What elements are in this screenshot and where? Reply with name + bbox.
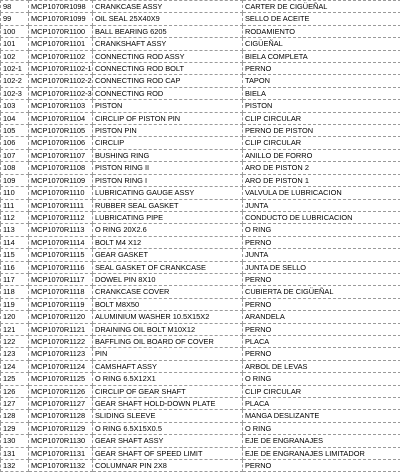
item-number-cell: 116 (1, 261, 29, 273)
table-row (1, 25, 400, 37)
part-code-cell: MCP1070R1111 (29, 199, 93, 211)
item-number-cell: 107 (1, 149, 29, 161)
description-es-cell: PERNO (243, 236, 400, 248)
part-code-cell: MCP1070R1106 (29, 137, 93, 149)
description-es-cell: SELLO DE ACEITE (243, 13, 400, 25)
description-en-cell: BUSHING RING (93, 149, 243, 161)
description-en-cell: LUBRICATING GAUGE ASSY (93, 187, 243, 199)
table-row (1, 360, 400, 372)
description-en-cell: LUBRICATING PIPE (93, 211, 243, 223)
item-number-cell: 126 (1, 385, 29, 397)
description-en-cell: CONNECTING ROD ASSY (93, 50, 243, 62)
part-code-cell: MCP1070R1118 (29, 286, 93, 298)
description-en-cell: O RING 6.5X12X1 (93, 373, 243, 385)
table-row (1, 13, 400, 25)
item-number-cell: 113 (1, 224, 29, 236)
description-es-cell: VALVULA DE LUBRICACION (243, 187, 400, 199)
description-en-cell: CONNECTING ROD CAP (93, 75, 243, 87)
item-number-cell: 106 (1, 137, 29, 149)
part-code-cell: MCP1070R1109 (29, 174, 93, 186)
part-code-cell: MCP1070R1131 (29, 447, 93, 459)
table-row (1, 249, 400, 261)
description-en-cell: CRANKSHAFT ASSY (93, 38, 243, 50)
description-es-cell: ARANDELA (243, 311, 400, 323)
description-es-cell: PERNO DE PISTON (243, 125, 400, 137)
table-row (1, 112, 400, 124)
description-en-cell: BOLT M4 X12 (93, 236, 243, 248)
part-code-cell: MCP1070R1104 (29, 112, 93, 124)
table-row (1, 385, 400, 397)
description-es-cell: CLIP CIRCULAR (243, 112, 400, 124)
item-number-cell: 100 (1, 25, 29, 37)
description-en-cell: CIRCLIP (93, 137, 243, 149)
part-code-cell: MCP1070R1117 (29, 273, 93, 285)
table-row (1, 435, 400, 447)
description-en-cell: CRANKCASE ASSY (93, 1, 243, 13)
part-code-cell: MCP1070R1130 (29, 435, 93, 447)
description-en-cell: PISTON (93, 100, 243, 112)
description-en-cell: CONNECTING ROD BOLT (93, 63, 243, 75)
description-en-cell: BAFFLING OIL BOARD OF COVER (93, 335, 243, 347)
part-code-cell: MCP1070R1102-2 (29, 75, 93, 87)
part-code-cell: MCP1070R1125 (29, 373, 93, 385)
description-es-cell: EJE DE ENGRANAJES (243, 435, 400, 447)
description-en-cell: CONNECTING ROD (93, 87, 243, 99)
description-en-cell: COLUMNAR PIN 2X8 (93, 460, 243, 472)
item-number-cell: 102 (1, 50, 29, 62)
description-es-cell: CUBIERTA DE CIGÜEÑAL (243, 286, 400, 298)
description-es-cell: RODAMIENTO (243, 25, 400, 37)
description-es-cell: BIELA COMPLETA (243, 50, 400, 62)
description-es-cell: CLIP CIRCULAR (243, 385, 400, 397)
part-code-cell: MCP1070R1102-3 (29, 87, 93, 99)
description-en-cell: PIN (93, 348, 243, 360)
description-en-cell: O RING 6.5X15X0.5 (93, 422, 243, 434)
description-es-cell: JUNTA (243, 199, 400, 211)
description-en-cell: GEAR SHAFT ASSY (93, 435, 243, 447)
part-code-cell: MCP1070R1102 (29, 50, 93, 62)
description-en-cell: CIRCLIP OF GEAR SHAFT (93, 385, 243, 397)
description-en-cell: O RING 20X2.6 (93, 224, 243, 236)
description-en-cell: SLIDING SLEEVE (93, 410, 243, 422)
item-number-cell: 129 (1, 422, 29, 434)
description-en-cell: CAMSHAFT ASSY (93, 360, 243, 372)
item-number-cell: 111 (1, 199, 29, 211)
part-code-cell: MCP1070R1123 (29, 348, 93, 360)
item-number-cell: 105 (1, 125, 29, 137)
table-row (1, 75, 400, 87)
item-number-cell: 103 (1, 100, 29, 112)
part-code-cell: MCP1070R1105 (29, 125, 93, 137)
item-number-cell: 102-3 (1, 87, 29, 99)
table-row (1, 1, 400, 13)
part-code-cell: MCP1070R1132 (29, 460, 93, 472)
item-number-cell: 117 (1, 273, 29, 285)
description-en-cell: RUBBER SEAL GASKET (93, 199, 243, 211)
item-number-cell: 101 (1, 38, 29, 50)
item-number-cell: 112 (1, 211, 29, 223)
description-es-cell: PERNO (243, 298, 400, 310)
description-en-cell: CRANKCASE COVER (93, 286, 243, 298)
item-number-cell: 127 (1, 398, 29, 410)
table-row (1, 422, 400, 434)
description-es-cell: O RING (243, 224, 400, 236)
table-row (1, 447, 400, 459)
description-es-cell: PERNO (243, 63, 400, 75)
part-code-cell: MCP1070R1108 (29, 162, 93, 174)
part-code-cell: MCP1070R1112 (29, 211, 93, 223)
table-row (1, 236, 400, 248)
description-en-cell: GEAR GASKET (93, 249, 243, 261)
item-number-cell: 102-2 (1, 75, 29, 87)
item-number-cell: 122 (1, 335, 29, 347)
description-es-cell: JUNTA DE SELLO (243, 261, 400, 273)
part-code-cell: MCP1070R1114 (29, 236, 93, 248)
description-en-cell: ALUMINIUM WASHER 10.5X15X2 (93, 311, 243, 323)
item-number-cell: 132 (1, 460, 29, 472)
item-number-cell: 110 (1, 187, 29, 199)
part-code-cell: MCP1070R1110 (29, 187, 93, 199)
part-code-cell: MCP1070R1124 (29, 360, 93, 372)
description-en-cell: PISTON RING II (93, 162, 243, 174)
description-es-cell: PLACA (243, 335, 400, 347)
table-row (1, 323, 400, 335)
item-number-cell: 130 (1, 435, 29, 447)
description-es-cell: CONDUCTO DE LUBRICACION (243, 211, 400, 223)
table-row (1, 63, 400, 75)
table-row (1, 125, 400, 137)
item-number-cell: 118 (1, 286, 29, 298)
table-row (1, 273, 400, 285)
table-row (1, 460, 400, 472)
item-number-cell: 125 (1, 373, 29, 385)
description-es-cell: CIGÜEÑAL (243, 38, 400, 50)
item-number-cell: 104 (1, 112, 29, 124)
part-code-cell: MCP1070R1100 (29, 25, 93, 37)
description-es-cell: PLACA (243, 398, 400, 410)
part-code-cell: MCP1070R1120 (29, 311, 93, 323)
description-en-cell: PISTON PIN (93, 125, 243, 137)
item-number-cell: 98 (1, 1, 29, 13)
table-row (1, 298, 400, 310)
description-en-cell: BALL BEARING 6205 (93, 25, 243, 37)
part-code-cell: MCP1070R1128 (29, 410, 93, 422)
item-number-cell: 99 (1, 13, 29, 25)
table-row (1, 335, 400, 347)
part-code-cell: MCP1070R1113 (29, 224, 93, 236)
description-en-cell: BOLT M8X50 (93, 298, 243, 310)
description-es-cell: PERNO (243, 348, 400, 360)
item-number-cell: 124 (1, 360, 29, 372)
item-number-cell: 119 (1, 298, 29, 310)
parts-table-body (1, 1, 400, 472)
table-row (1, 38, 400, 50)
item-number-cell: 123 (1, 348, 29, 360)
part-code-cell: MCP1070R1119 (29, 298, 93, 310)
part-code-cell: MCP1070R1126 (29, 385, 93, 397)
description-es-cell: MANGA DESLIZANTE (243, 410, 400, 422)
item-number-cell: 115 (1, 249, 29, 261)
item-number-cell: 128 (1, 410, 29, 422)
description-en-cell: PISTON RING I (93, 174, 243, 186)
item-number-cell: 120 (1, 311, 29, 323)
description-es-cell: TAPON (243, 75, 400, 87)
table-row (1, 311, 400, 323)
part-code-cell: MCP1070R1129 (29, 422, 93, 434)
description-es-cell: JUNTA (243, 249, 400, 261)
table-row (1, 348, 400, 360)
table-row (1, 410, 400, 422)
description-en-cell: GEAR SHAFT OF SPEED LIMIT (93, 447, 243, 459)
item-number-cell: 121 (1, 323, 29, 335)
description-es-cell: PISTON (243, 100, 400, 112)
part-code-cell: MCP1070R1127 (29, 398, 93, 410)
table-row (1, 149, 400, 161)
table-row (1, 211, 400, 223)
part-code-cell: MCP1070R1116 (29, 261, 93, 273)
description-es-cell: BIELA (243, 87, 400, 99)
part-code-cell: MCP1070R1122 (29, 335, 93, 347)
item-number-cell: 109 (1, 174, 29, 186)
table-row (1, 87, 400, 99)
description-es-cell: ARO DE PISTON 1 (243, 174, 400, 186)
part-code-cell: MCP1070R1115 (29, 249, 93, 261)
table-row (1, 174, 400, 186)
part-code-cell: MCP1070R1101 (29, 38, 93, 50)
description-es-cell: EJE DE ENGRANAJES LIMITADOR (243, 447, 400, 459)
item-number-cell: 108 (1, 162, 29, 174)
table-row (1, 50, 400, 62)
part-code-cell: MCP1070R1103 (29, 100, 93, 112)
table-row (1, 137, 400, 149)
description-en-cell: GEAR SHAFT HOLD-DOWN PLATE (93, 398, 243, 410)
table-row (1, 162, 400, 174)
table-row (1, 224, 400, 236)
part-code-cell: MCP1070R1121 (29, 323, 93, 335)
description-es-cell: PERNO (243, 460, 400, 472)
part-code-cell: MCP1070R1102-1 (29, 63, 93, 75)
description-es-cell: ARO DE PISTON 2 (243, 162, 400, 174)
description-en-cell: CIRCLIP OF PISTON PIN (93, 112, 243, 124)
description-es-cell: O RING (243, 422, 400, 434)
table-row (1, 261, 400, 273)
table-row (1, 187, 400, 199)
item-number-cell: 131 (1, 447, 29, 459)
table-row (1, 100, 400, 112)
description-es-cell: CARTER DE CIGÜEÑAL (243, 1, 400, 13)
table-row (1, 373, 400, 385)
description-en-cell: DOWEL PIN 8X10 (93, 273, 243, 285)
table-row (1, 286, 400, 298)
description-en-cell: DRAINING OIL BOLT M10X12 (93, 323, 243, 335)
table-row (1, 398, 400, 410)
part-code-cell: MCP1070R1099 (29, 13, 93, 25)
description-es-cell: CLIP CIRCULAR (243, 137, 400, 149)
description-en-cell: OIL SEAL 25X40X9 (93, 13, 243, 25)
part-code-cell: MCP1070R1107 (29, 149, 93, 161)
description-es-cell: PERNO (243, 273, 400, 285)
description-es-cell: ANILLO DE FORRO (243, 149, 400, 161)
description-es-cell: PERNO (243, 323, 400, 335)
description-es-cell: ARBOL DE LEVAS (243, 360, 400, 372)
item-number-cell: 102-1 (1, 63, 29, 75)
item-number-cell: 114 (1, 236, 29, 248)
description-en-cell: SEAL GASKET OF CRANKCASE (93, 261, 243, 273)
table-row (1, 199, 400, 211)
description-es-cell: O RING (243, 373, 400, 385)
part-code-cell: MCP1070R1098 (29, 1, 93, 13)
